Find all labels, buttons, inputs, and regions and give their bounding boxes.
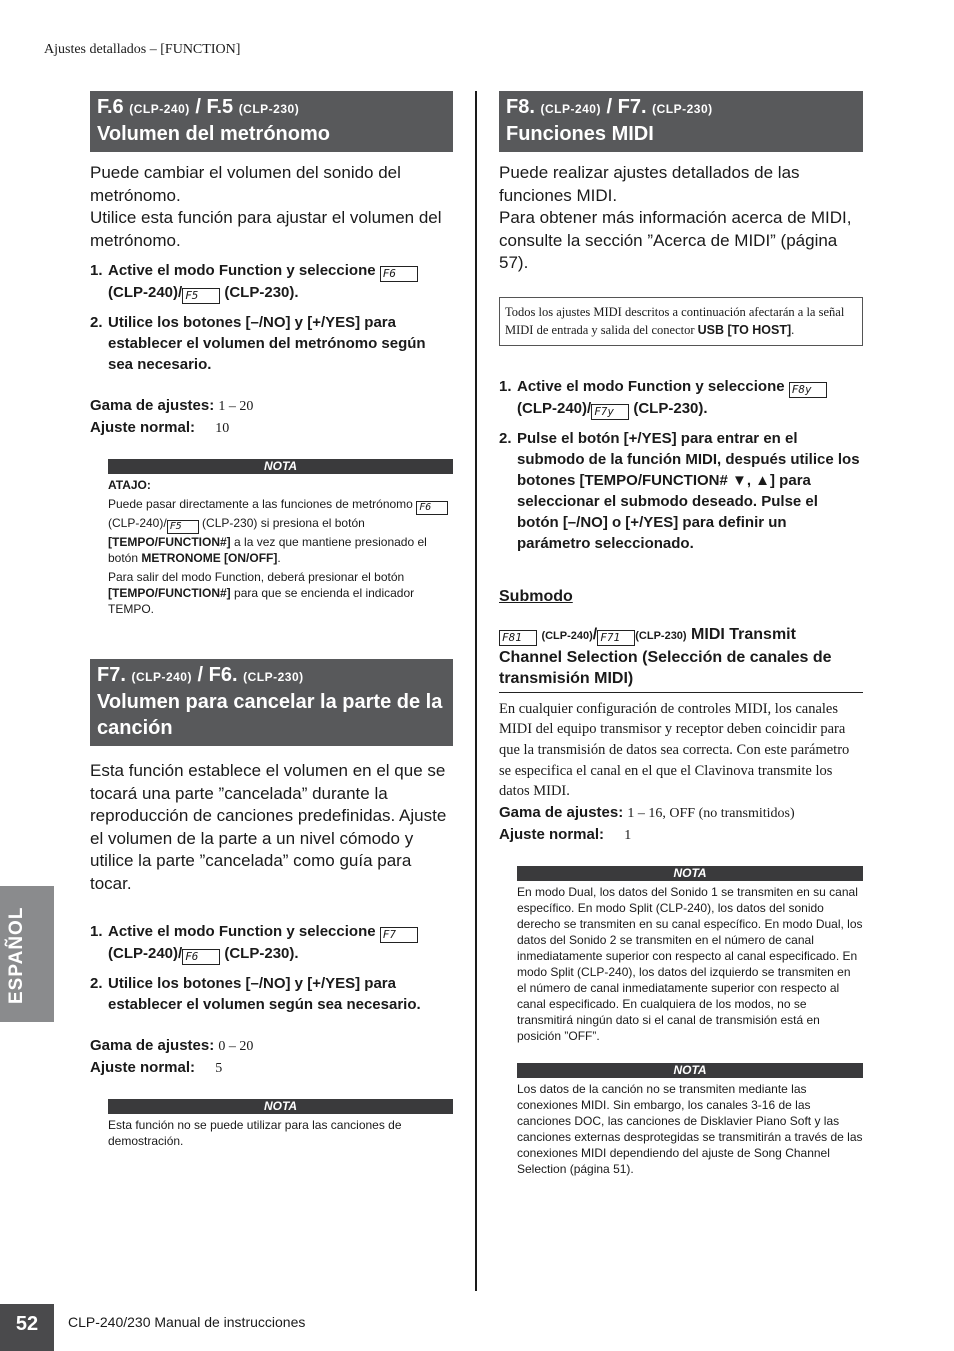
paragraph: Puede cambiar el volumen del sonido del metrónomo. (90, 163, 401, 205)
section-function-code (97, 95, 446, 121)
settings-default (499, 824, 863, 846)
note-text: para que se encienda el indicador TEMPO. (108, 586, 415, 616)
range-label: Gama de ajustes: (90, 1037, 215, 1054)
left-column (90, 91, 453, 1149)
lcd-display-icon: F5 (182, 288, 220, 304)
note-text: Los datos de la canción no se transmiten mediante las conexiones MIDI. Sin embargo, los canales 3-16 de las canciones DOC, las canciones de Disklavier Piano Soft y las canciones externas desprotegidas se transmitirán a través de las conexiones MIDI dependiendo del ajuste de Song Channel Selection (página 51). (517, 1082, 863, 1177)
settings-range (90, 395, 453, 417)
note-text: . (277, 551, 281, 565)
model-label: (CLP-230) (243, 670, 304, 684)
range-value: 1 – 16, OFF (no transmitidos) (627, 806, 795, 822)
paragraph: Puede realizar ajustes detallados de las funciones MIDI. (499, 163, 800, 205)
lcd-display-icon: F5 (167, 520, 199, 534)
step-text: (CLP-240)/ (108, 284, 183, 301)
step-text: (CLP-230). (224, 945, 299, 962)
note-block (517, 1063, 863, 1177)
step-text: Active el modo Function y seleccione (517, 377, 785, 395)
model-label: (CLP-240) (540, 102, 601, 116)
settings-default (90, 417, 453, 439)
function-code-230: / F7. (606, 96, 647, 118)
note-text: (CLP-240)/ (108, 516, 167, 530)
model-label: (CLP-240) (131, 670, 192, 684)
model-label: (CLP-240) (129, 102, 190, 116)
info-text: . (791, 322, 795, 337)
step-text: (CLP-230). (633, 399, 708, 417)
note-block (108, 459, 453, 617)
lcd-display-icon: F6 (380, 266, 418, 282)
note-text: Para salir del modo Function, deberá presionar el botón (108, 570, 405, 584)
note-label: NOTA (517, 1063, 863, 1078)
note-text: En modo Dual, los datos del Sonido 1 se transmiten en su canal específico. En modo Split (CLP-240), los datos del sonido derecho se transmiten en su canal específico. En modo Dual, los datos del Sonido 2 se transmiten en el número de canal inmediatamente superior con respecto al canal especificado. En modo Split (CLP-240), los datos del izquierdo se transmiten en el número de canal inmediatamente superior con respecto al canal especificado. En cualquiera de los modos, no se transmitirá ningún dato si el canal de transmisión está en posición ”OFF”. (517, 885, 863, 1044)
paragraph: Esta función establece el volumen en el que se tocará una parte ”cancelada” durante la reproducción de canciones predefinidas. Ajuste el volumen de la parte a un nivel cómodo y utilice la parte ”cancelada” como guía para tocar. (90, 761, 447, 893)
step-text: (CLP-240)/ (517, 399, 592, 417)
range-label: Gama de ajustes: (499, 804, 624, 822)
section-title: Volumen para cancelar la parte de la canción (97, 691, 443, 739)
note-title: ATAJO: (108, 478, 151, 492)
note-text: Esta función no se puede utilizar para las canciones de demostración. (108, 1118, 402, 1148)
function-code-230: / F.5 (195, 96, 234, 118)
range-label: Gama de ajustes: (90, 397, 215, 414)
step-2 (90, 312, 453, 375)
step-1 (499, 376, 863, 420)
submode-description: En cualquier configuración de controles MIDI, los canales MIDI del equipo transmisor y receptor deben coincidir para que la transmisión de datos sea correcta. Con este parámetro se especifica el canal en el que el Clavinova transmite los datos MIDI. (499, 700, 850, 800)
language-tab-label: ESPAÑOL (6, 906, 27, 1004)
step-text: Active el modo Function y seleccione (108, 923, 376, 940)
submode-title (499, 624, 863, 693)
paragraph: Utilice esta función para ajustar el volumen del metrónomo. (90, 208, 442, 250)
info-text: Todos los ajustes MIDI descritos a continuación afectarán a la señal MIDI de entrada y salida del conector (505, 304, 845, 337)
column-divider (475, 91, 477, 1291)
default-label: Ajuste normal: (90, 419, 196, 436)
note-text: Puede pasar directamente a las funciones de metrónomo (108, 497, 413, 511)
step-number: 2. (90, 314, 103, 331)
right-column (499, 91, 863, 1177)
step-text: Utilice los botones [–/NO] y [+/YES] para establecer el volumen según sea necesario. (108, 975, 421, 1013)
lcd-display-icon: F8y (789, 382, 827, 398)
note-button-name: [TEMPO/FUNCTION#] (108, 586, 231, 600)
step-text: (CLP-230). (224, 284, 299, 301)
section-function-code (506, 95, 856, 121)
function-code-240: F7. (97, 664, 126, 686)
step-2 (90, 973, 453, 1015)
model-label: (CLP-230) (652, 102, 713, 116)
step-text: Utilice los botones [–/NO] y [+/YES] para establecer el volumen del metrónomo según sea necesario. (108, 314, 426, 373)
range-value: 1 – 20 (218, 399, 254, 414)
running-head: Ajustes detallados – [FUNCTION] (44, 42, 241, 57)
page-number: 52 (0, 1304, 54, 1351)
info-box (499, 297, 863, 346)
language-tab (0, 886, 54, 1022)
settings-range (90, 1035, 453, 1057)
model-label: (CLP-240) (541, 629, 593, 642)
note-label: NOTA (108, 459, 453, 474)
step-number: 1. (499, 377, 512, 395)
connector-name: USB [TO HOST] (697, 322, 792, 337)
note-paragraph (108, 569, 453, 617)
lcd-display-icon: F71 (597, 630, 635, 646)
step-text: Active el modo Function y seleccione (108, 262, 376, 279)
note-button-name: METRONOME [ON/OFF] (141, 551, 278, 565)
section-header-metronome-volume (90, 91, 453, 152)
default-value: 10 (215, 421, 230, 436)
section-header-part-cancel-volume (90, 659, 453, 746)
default-label: Ajuste normal: (90, 1059, 196, 1076)
step-text: (CLP-240)/ (108, 945, 183, 962)
note-text: (CLP-230) si presiona el botón (202, 516, 365, 530)
note-label: NOTA (108, 1099, 453, 1114)
step-number: 1. (90, 262, 103, 279)
default-label: Ajuste normal: (499, 826, 605, 844)
step-text: Pulse el botón [+/YES] para entrar en el submodo de la función MIDI, después utilice los botones [TEMPO/FUNCTION# ▼, ▲] para seleccionar el submodo deseado. Pulse el botón [–/NO] o [+/YES] para definir un parámetro seleccionado. (517, 429, 860, 552)
separator: / (592, 625, 598, 643)
default-value: 5 (215, 1061, 223, 1076)
range-value: 0 – 20 (218, 1039, 254, 1054)
function-code-230: / F6. (197, 664, 238, 686)
submode-name: MIDI Transmit Channel Selection (Selección de canales de transmisión MIDI) (499, 625, 832, 687)
note-label: NOTA (517, 866, 863, 881)
step-number: 1. (90, 923, 103, 940)
section-title: Funciones MIDI (506, 123, 654, 145)
step-1 (90, 260, 453, 304)
default-value: 1 (624, 828, 632, 844)
function-code-240: F8. (506, 96, 535, 118)
lcd-display-icon: F7 (380, 927, 418, 943)
note-paragraph (108, 496, 453, 566)
note-text: a la vez que mantiene presionado el botón (108, 535, 427, 565)
lcd-display-icon: F81 (499, 630, 537, 646)
lcd-display-icon: F6 (182, 949, 220, 965)
model-label: (CLP-230) (635, 629, 687, 642)
section-function-code (97, 663, 446, 689)
lcd-display-icon: F7y (591, 404, 629, 420)
submode-heading: Submodo (499, 587, 573, 605)
step-1 (90, 921, 453, 965)
function-code-240: F.6 (97, 96, 124, 118)
paragraph: Para obtener más información acerca de MIDI, consulte la sección ”Acerca de MIDI” (página 57). (499, 208, 852, 272)
note-button-name: [TEMPO/FUNCTION#] (108, 535, 231, 549)
step-number: 2. (499, 429, 512, 447)
settings-range (499, 802, 863, 824)
section-header-midi-functions (499, 91, 863, 152)
lcd-display-icon: F6 (416, 501, 448, 515)
step-2 (499, 428, 863, 554)
model-label: (CLP-230) (238, 102, 300, 116)
section-title: Volumen del metrónomo (97, 123, 330, 145)
note-block (108, 1099, 453, 1149)
settings-default (90, 1057, 453, 1079)
footer-text: CLP-240/230 Manual de instrucciones (68, 1314, 306, 1330)
note-block (517, 866, 863, 1044)
step-number: 2. (90, 975, 103, 992)
